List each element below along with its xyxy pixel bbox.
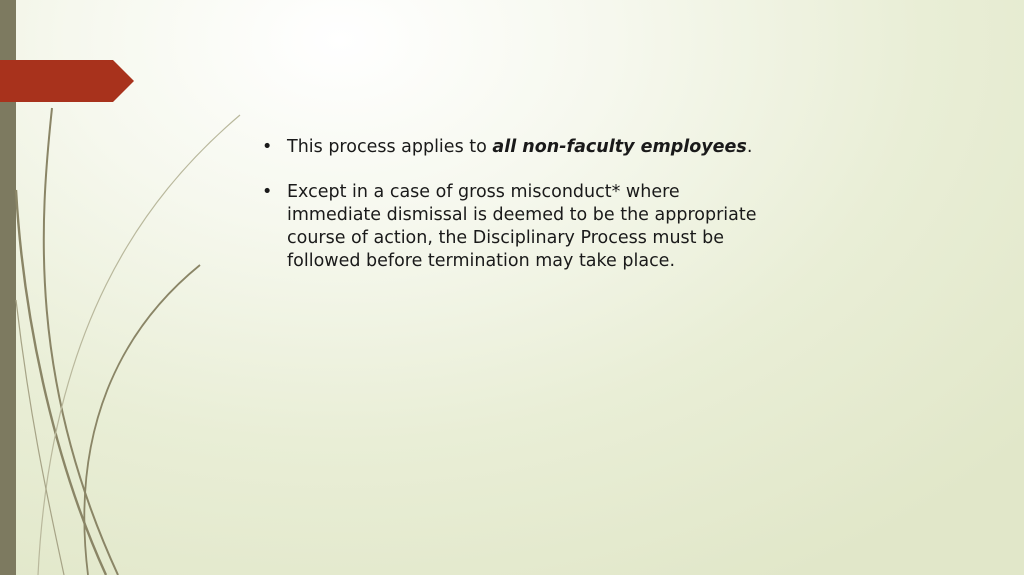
bullet-emphasis: all non-faculty employees: [492, 137, 747, 157]
bullet-marker: •: [262, 137, 273, 157]
bullet-item: [262, 181, 762, 273]
decorative-vines: [0, 0, 260, 575]
bullet-text-end: .: [746, 137, 753, 157]
slide-content: [262, 136, 762, 295]
bullet-text: This process applies to: [287, 137, 493, 157]
bullet-item: [262, 136, 762, 159]
bullet-marker: •: [262, 182, 273, 202]
bullet-text: Except in a case of gross misconduct* where immediate dismissal is deemed to be the appropriate course of action, the Disciplinary Process must be followed before termination may take place.: [287, 182, 757, 271]
